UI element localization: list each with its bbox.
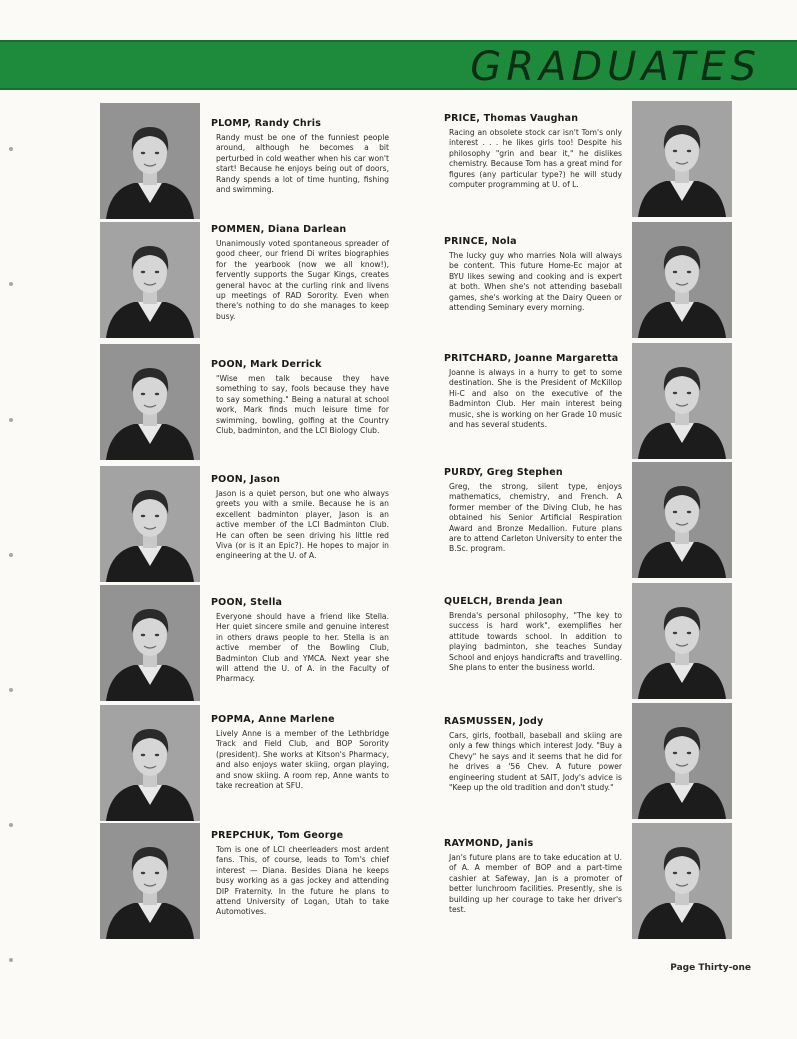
student-photo-rasmussen (632, 703, 732, 819)
graduate-name: POON, Stella (211, 597, 283, 608)
graduate-entry (211, 714, 391, 791)
binder-hole (9, 418, 13, 422)
portrait-silhouette (100, 705, 200, 821)
graduate-bio: Everyone should have a friend like Stella. Her quiet sincere smile and genuine interest in others draws people to her. Stella is an active member of the Bowling Club, Badminton Club and YMCA. Next year she will attend the U. of A. in the Faculty of Pharmacy. (216, 612, 389, 684)
portrait-silhouette (632, 703, 732, 819)
student-photo-pommen (100, 222, 200, 338)
binder-hole (9, 282, 13, 286)
graduate-name: PRINCE, Nola (444, 236, 517, 247)
portrait-silhouette (632, 583, 732, 699)
graduate-bio: Unanimously voted spontaneous spreader of good cheer, our friend Di writes biographies for the yearbook (now we all know!), fervently supports the Sugar Kings, creates general havoc at the curling rink and livens up meetings of RAD Sorority. Even when there's nothing to do she manages to keep busy. (216, 239, 389, 321)
student-photo-prepchuk (100, 823, 200, 939)
binder-hole (9, 823, 13, 827)
page-title: GRADUATES (470, 44, 761, 90)
student-photo-poon-jason (100, 466, 200, 582)
student-photo-price (632, 101, 732, 217)
graduate-name: PLOMP, Randy Chris (211, 118, 322, 129)
graduate-entry (444, 353, 624, 430)
graduate-name: POMMEN, Diana Darlean (211, 224, 347, 235)
graduate-bio: Lively Anne is a member of the Lethbridge Track and Field Club, and BOP Sorority (president). She works at Kitson's Pharmacy, and also enjoys water skiing, organ playing, and snow skiing. A room rep, Anne wants to take recreation at SFU. (216, 729, 389, 791)
portrait-silhouette (100, 222, 200, 338)
graduate-name: PURDY, Greg Stephen (444, 467, 563, 478)
graduate-bio: Greg, the strong, silent type, enjoys mathematics, chemistry, and French. A former member of the Diving Club, he has obtained his Senior Artificial Respiration Award and Bronze Medallion. Future plans are to attend Carleton University to enter the B.Sc. program. (449, 482, 622, 554)
graduate-bio: Jason is a quiet person, but one who always greets you with a smile. Because he is an excellent badminton player, Jason is an active member of the LCI Badminton Club. He can often be seen driving his little red Viva (or is it an Epic?). He hopes to major in engineering at the U. of A. (216, 489, 389, 561)
portrait-silhouette (632, 823, 732, 939)
graduate-entry (444, 113, 624, 190)
graduate-name: PREPCHUK, Tom George (211, 830, 344, 841)
graduate-entry (211, 830, 391, 918)
binder-hole (9, 553, 13, 557)
student-photo-raymond (632, 823, 732, 939)
graduate-bio: The lucky guy who marries Nola will always be content. This future Home-Ec major at BYU likes sewing and cooking and is expert at both. When she's not attending baseball games, she's working at the Dairy Queen or attending Seminary every morning. (449, 251, 622, 313)
portrait-silhouette (632, 222, 732, 338)
portrait-silhouette (100, 585, 200, 701)
portrait-silhouette (100, 344, 200, 460)
binder-hole (9, 147, 13, 151)
graduate-bio: Jan's future plans are to take education at U. of A. A member of BOP and a part-time cashier at Safeway, Jan is a promoter of better lunchroom facilities. Presently, she is building up her courage to take her driver's test. (449, 853, 622, 915)
graduate-bio: Cars, girls, football, baseball and skiing are only a few things which interest Jody. "Buy a Chevy" he says and it seems that he did for he drives a '56 Chev. A future power engineering student at SAIT, Jody's advice is "Keep up the old tradition and don't study." (449, 731, 622, 793)
graduate-entry (444, 716, 624, 793)
binder-hole (9, 688, 13, 692)
graduate-bio: Joanne is always in a hurry to get to some destination. She is the President of McKillop Hi-C and also on the executive of the Badminton Club. Her main interest being music, she is working on her Grade 10 music and has several students. (449, 368, 622, 430)
graduate-bio: Brenda's personal philosophy, "The key to success is hard work", exemplifies her attitude towards school. In addition to playing badminton, she teaches Sunday School and enjoys handicrafts and travelling. She plans to enter the business world. (449, 611, 622, 673)
graduate-entry (444, 838, 624, 915)
student-photo-poon-mark (100, 344, 200, 460)
binder-hole (9, 958, 13, 962)
graduate-name: POON, Mark Derrick (211, 359, 322, 370)
student-photo-plomp (100, 103, 200, 219)
graduate-entry (211, 359, 391, 436)
graduate-name: PRICE, Thomas Vaughan (444, 113, 579, 124)
portrait-silhouette (100, 823, 200, 939)
graduate-entry (444, 467, 624, 555)
graduate-name: POPMA, Anne Marlene (211, 714, 335, 725)
graduate-bio: Randy must be one of the funniest people around, although he becomes a bit perturbed in cold weather when his car won't start! Because he enjoys being out of doors, Randy spends a lot of time hunting, fishing and swimming. (216, 133, 389, 195)
graduate-entry (444, 596, 624, 673)
portrait-silhouette (632, 343, 732, 459)
graduate-name: RASMUSSEN, Jody (444, 716, 544, 727)
graduate-bio: Tom is one of LCI cheerleaders most ardent fans. This, of course, leads to Tom's chief interest — Diana. Besides Diana he keeps busy working as a gas jockey and attending DIP Fraternity. In the future he plans to attend University of Logan, Utah to take Automotives. (216, 845, 389, 917)
graduate-name: QUELCH, Brenda Jean (444, 596, 563, 607)
graduate-entry (211, 118, 391, 195)
graduate-entry (211, 224, 391, 322)
student-photo-purdy (632, 462, 732, 578)
graduate-bio: "Wise men talk because they have something to say, fools because they have to say something." Being a natural at school work, Mark finds much leisure time for swimming, bowling, golfing at the Country Club, badminton, and the LCI Biology Club. (216, 374, 389, 436)
graduate-entry (211, 597, 391, 685)
student-photo-popma (100, 705, 200, 821)
graduate-name: POON, Jason (211, 474, 281, 485)
portrait-silhouette (100, 103, 200, 219)
graduate-name: PRITCHARD, Joanne Margaretta (444, 353, 619, 364)
page-number: Page Thirty-one (670, 963, 751, 973)
student-photo-quelch (632, 583, 732, 699)
graduate-entry (444, 236, 624, 313)
student-photo-pritchard (632, 343, 732, 459)
graduates-banner (0, 40, 797, 90)
student-photo-poon-stella (100, 585, 200, 701)
graduate-name: RAYMOND, Janis (444, 838, 534, 849)
portrait-silhouette (100, 466, 200, 582)
graduate-entry (211, 474, 391, 562)
portrait-silhouette (632, 101, 732, 217)
student-photo-prince (632, 222, 732, 338)
graduate-bio: Racing an obsolete stock car isn't Tom's only interest . . . he likes girls too! Despite his philosophy "grin and bear it," he dislikes chemistry. Because Tom has a great mind for figures (any particular type?) he will study computer programming at U. of L. (449, 128, 622, 190)
portrait-silhouette (632, 462, 732, 578)
